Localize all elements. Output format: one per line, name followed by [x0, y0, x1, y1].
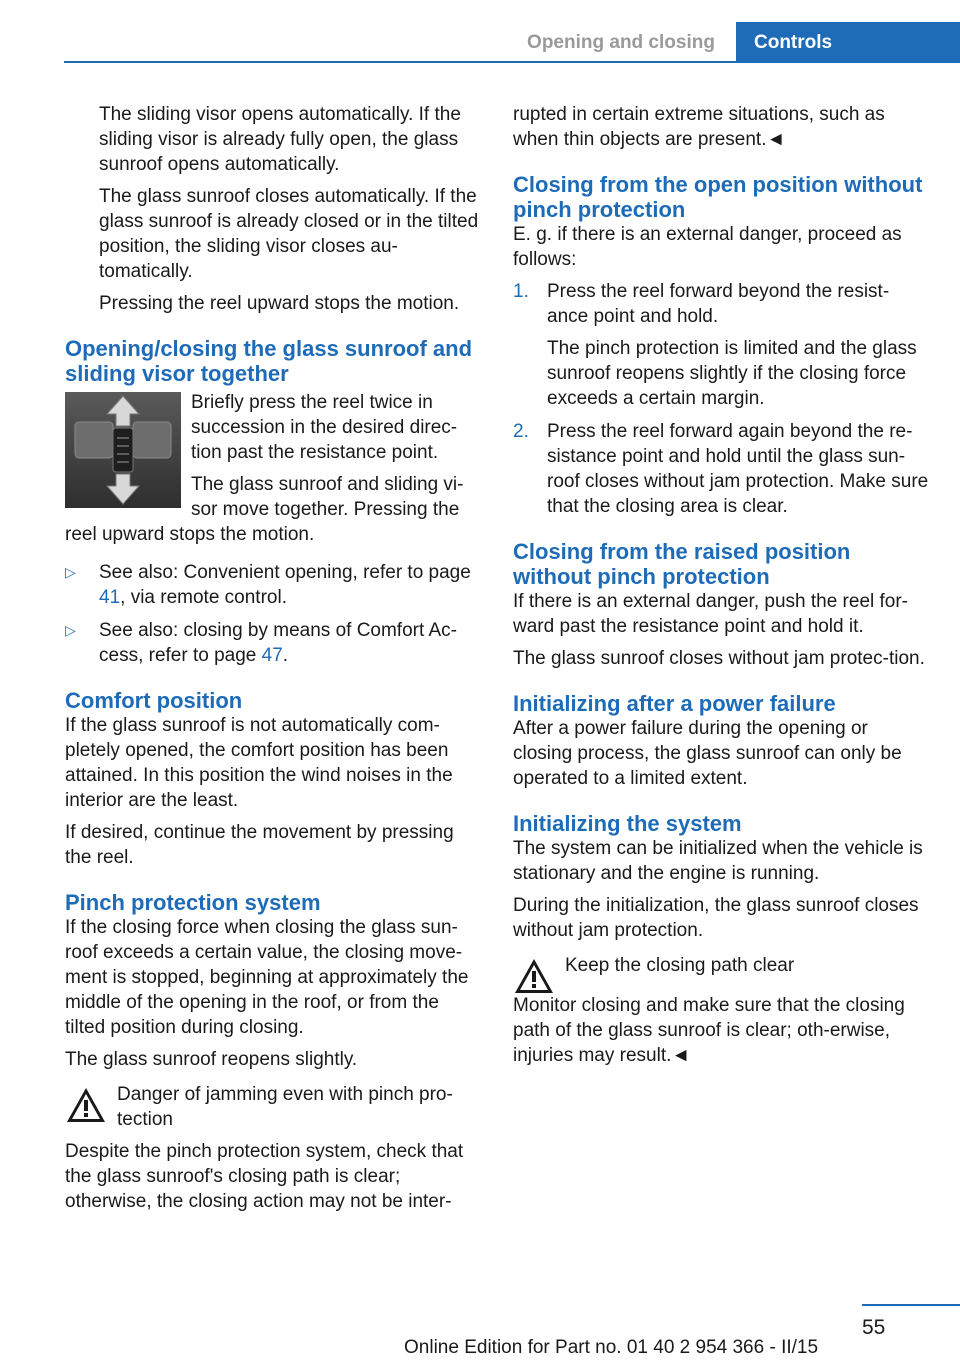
paragraph: If there is an external danger, push the reel for-ward past the resistance point and hold it.	[513, 591, 909, 637]
step-number: 1.	[513, 281, 529, 302]
paragraph: The glass sunroof closes without jam protec-tion.	[513, 648, 925, 669]
edition-note: Online Edition for Part no. 01 40 2 954 366 - II/15	[404, 1337, 819, 1358]
sunroof-reel-image	[65, 392, 181, 508]
paragraph: If the glass sunroof is not automatically com-pletely opened, the comfort position has been attained. In this position the wind noises in the interior are the least.	[65, 715, 453, 811]
paragraph: The glass sunroof reopens slightly.	[65, 1049, 358, 1070]
paragraph: After a power failure during the opening or closing process, the glass sunroof can only be operated to a limited extent.	[513, 718, 902, 789]
warning-title: Keep the closing path clear	[565, 955, 795, 976]
heading-initializing-system: Initializing the system	[513, 811, 742, 836]
page-number: 55	[862, 1316, 886, 1339]
warning-title: Danger of jamming even with pinch pro-tection	[117, 1084, 453, 1130]
list-item: 1. Press the reel forward beyond the resist-ance point and hold. The pinch protection is limited and the glass sunroof reopens slightly if the closing force exceeds a certain margin.	[513, 279, 929, 411]
see-also-list	[65, 560, 481, 668]
left-column	[65, 102, 481, 1221]
list-item: ▷ See also: Convenient opening, refer to page 41, via remote control.	[65, 562, 471, 608]
heading-pinch-protection: Pinch protection system	[65, 890, 321, 915]
paragraph: If the closing force when closing the glass sun-roof exceeds a certain value, the closing move-ment is stopped, beginning at approximately the middle of the opening in the roof, or from the tilted position during closing.	[65, 917, 469, 1038]
list-item: 2. Press the reel forward again beyond the re-sistance point and hold until the glass sun-roof closes without jam protection. Make sure that the closing area is clear.	[513, 421, 929, 517]
heading-opening-closing-together: Opening/closing the glass sunroof and sliding visor together	[65, 336, 473, 386]
paragraph: The sliding visor opens automatically. If the sliding visor is already fully open, the glass sunroof opens automatically.	[99, 104, 461, 175]
step-note: The pinch protection is limited and the glass sunroof reopens slightly if the closing force exceeds a certain margin.	[547, 338, 917, 409]
steps-list	[513, 279, 929, 519]
paragraph: The glass sunroof closes automatically. If the glass sunroof is already closed or in the tilted position, the sliding visor closes au-tomatically.	[99, 186, 479, 282]
warning-block	[65, 1082, 481, 1132]
header-section-title: Opening and closing	[527, 32, 715, 53]
triangle-bullet-icon: ▷	[65, 564, 76, 580]
paragraph: Briefly press the reel twice in succession in the desired direc-tion past the resistance point.	[191, 392, 458, 463]
warning-block	[513, 953, 929, 993]
heading-initializing-power-failure: Initializing after a power failure	[513, 691, 836, 716]
paragraph: The glass sunroof and sliding vi-sor move together. Pressing the reel upward stops the motion.	[65, 474, 464, 545]
paragraph: rupted in certain extreme situations, such as when thin objects are present.◄	[513, 104, 885, 150]
page-reference-link[interactable]: 41	[99, 587, 121, 608]
step-number: 2.	[513, 421, 529, 442]
warning-body: Despite the pinch protection system, check that the glass sunroof's closing path is clear; otherwise, the closing action may not be inter-	[65, 1141, 464, 1212]
paragraph: The system can be initialized when the vehicle is stationary and the engine is running.	[513, 838, 923, 884]
together-section	[65, 390, 481, 554]
heading-comfort-position: Comfort position	[65, 688, 243, 713]
paragraph: E. g. if there is an external danger, proceed as follows:	[513, 224, 902, 270]
triangle-bullet-icon: ▷	[65, 622, 76, 638]
warning-triangle-icon	[513, 957, 555, 1002]
right-column	[513, 102, 929, 1075]
header-chapter-tab: Controls	[736, 22, 960, 63]
paragraph: Pressing the reel upward stops the motion.	[99, 293, 460, 314]
heading-closing-raised-position: Closing from the raised position without pinch protection	[513, 539, 851, 589]
paragraph: If desired, continue the movement by pressing the reel.	[65, 822, 454, 868]
warning-body: Monitor closing and make sure that the closing path of the glass sunroof is clear; oth-erwise, injuries may result.◄	[513, 995, 905, 1066]
heading-closing-open-position: Closing from the open position without pinch protection	[513, 172, 923, 222]
warning-triangle-icon	[65, 1086, 107, 1131]
paragraph: During the initialization, the glass sunroof closes without jam protection.	[513, 895, 919, 941]
header-rule	[64, 61, 960, 63]
list-item: ▷ See also: closing by means of Comfort Ac-cess, refer to page 47.	[65, 620, 457, 666]
page-reference-link[interactable]: 47	[261, 645, 283, 666]
footer-rule	[862, 1304, 960, 1306]
